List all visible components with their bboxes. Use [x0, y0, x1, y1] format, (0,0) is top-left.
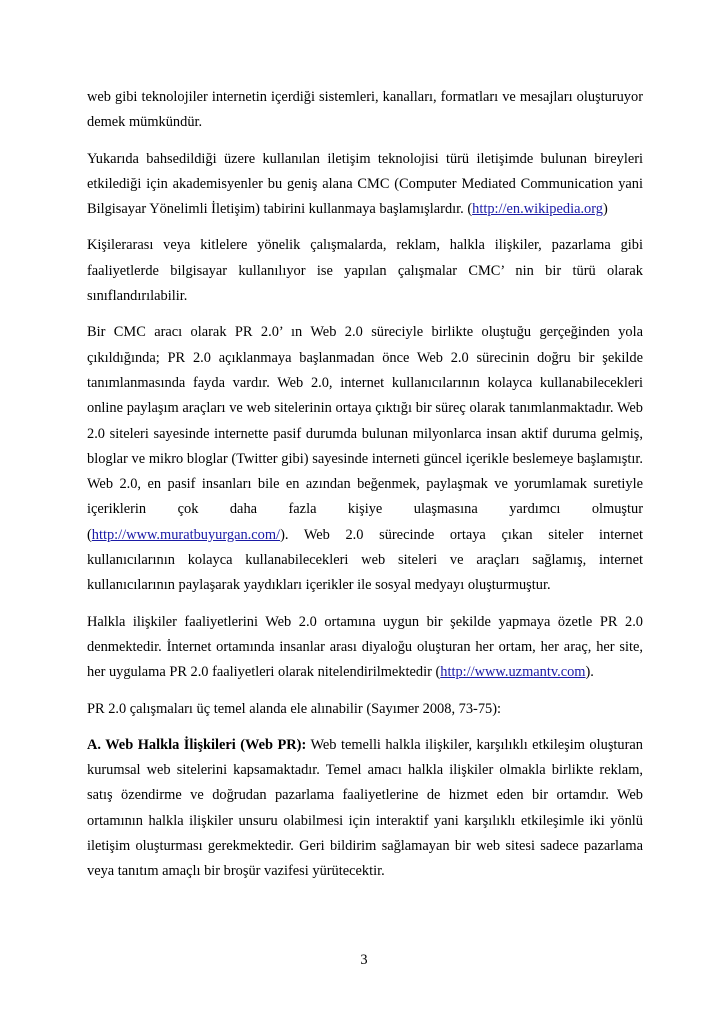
paragraph-4 [87, 320, 643, 598]
uzmantv-link[interactable]: http://www.uzmantv.com [440, 664, 586, 681]
paragraph-4-text: Bir CMC aracı olarak PR 2.0’ ın Web 2.0 süreciyle birlikte oluştuğu gerçeğinden yola çıkıldığında; PR 2.0 açıklanmaya başlanmadan önce Web 2.0 sürecinin doğru bir şekilde tanımlanmasında fayda vardır. Web 2.0, internet kullanıcılarının kolayca kullanabilecekleri online paylaşım araçları ve web sitelerinin ortaya çıktığı bir süreç olarak tanımlanmaktadır. Web 2.0 siteleri sayesinde internette pasif durumda bulunan milyonlarca insan aktif duruma gelmiş, bloglar ve mikro bloglar (Twitter gibi) sayesinde interneti güncel içerikle beslemeye başlamıştır. Web 2.0, en pasif insanları bile en azından beğenmek, paylaşmak ve yorumlamak suretiyle içeriklerin çok daha fazla kişiye ulaşmasına yardımcı olmuştur ( [87, 324, 643, 543]
paragraph-2-text: Yukarıda bahsedildiği üzere kullanılan iletişim teknolojisi türü iletişimde bulunan bireyleri etkilediği için akademisyenler bu geniş alana CMC (Computer Mediated Communication yani Bilgisayar Yönelimli İletişim) tabirini kullanmaya başlamışlardır. ( [87, 150, 643, 218]
document-page [87, 85, 643, 896]
paragraph-6-text: PR 2.0 çalışmaları üç temel alanda ele alınabilir (Sayımer 2008, 73-75): [87, 700, 502, 717]
section-heading-web-pr: A. Web Halkla İlişkileri (Web PR): [87, 736, 307, 753]
paragraph-3 [87, 233, 643, 309]
paragraph-7 [87, 733, 643, 885]
paragraph-5-text: Halkla ilişkiler faaliyetlerini Web 2.0 ortamına uygun bir şekilde yapmaya özetle PR 2.0 denmektedir. İnternet ortamında insanlar arası diyaloğu oluşturan her ortam, her araç, her site, her uygulama PR 2.0 faaliyetleri olarak nitelendirilmektedir ( [87, 613, 643, 681]
paragraph-6 [87, 697, 643, 722]
paragraph-1 [87, 85, 643, 136]
paragraph-4-after: ). Web 2.0 sürecinde ortaya çıkan siteler internet kullanıcılarının kolayca kullanabilecekleri web siteleri ve araçları sağlamış, internet kullanıcılarının paylaşarak yaydıkları içerikler ile sosyal medyayı oluşturmuştur. [87, 526, 643, 594]
paragraph-2-after: ) [602, 201, 608, 218]
paragraph-7-text: Web temelli halkla ilişkiler, karşılıklı etkileşim oluşturan kurumsal web sitelerini kapsamaktadır. Temel amacı halkla ilişkiler olmakla birlikte reklam, satış özendirme ve doğrudan pazarlama faaliyetlerine de hizmet eden bir ortamdır. Web ortamının halkla ilişkiler unsuru olabilmesi için interaktif yani karşılıklı etkileşimle iki yönlü iletişim oluşturması gerekmektedir. Geri bildirim sağlamayan bir web sitesi sadece pazarlama veya tanıtım amaçlı bir broşür vazifesi yürütecektir. [87, 736, 643, 880]
paragraph-5 [87, 610, 643, 686]
paragraph-1-text: web gibi teknolojiler internetin içerdiği sistemleri, kanalları, formatları ve mesajları oluşturuyor demek mümkündür. [87, 89, 643, 131]
wikipedia-link[interactable]: http://en.wikipedia.org [472, 201, 603, 218]
paragraph-2 [87, 147, 643, 223]
muratbuyurgan-link[interactable]: http://www.muratbuyurgan.com/ [91, 526, 281, 543]
paragraph-5-after: ). [585, 664, 594, 681]
paragraph-3-text: Kişilerarası veya kitlelere yönelik çalışmalarda, reklam, halkla ilişkiler, pazarlama gibi faaliyetlerde bilgisayar kullanılıyor ise yapılan çalışmalar CMC’ nin bir türü olarak sınıflandırılabilir. [87, 237, 643, 305]
page-number: 3 [360, 952, 368, 968]
